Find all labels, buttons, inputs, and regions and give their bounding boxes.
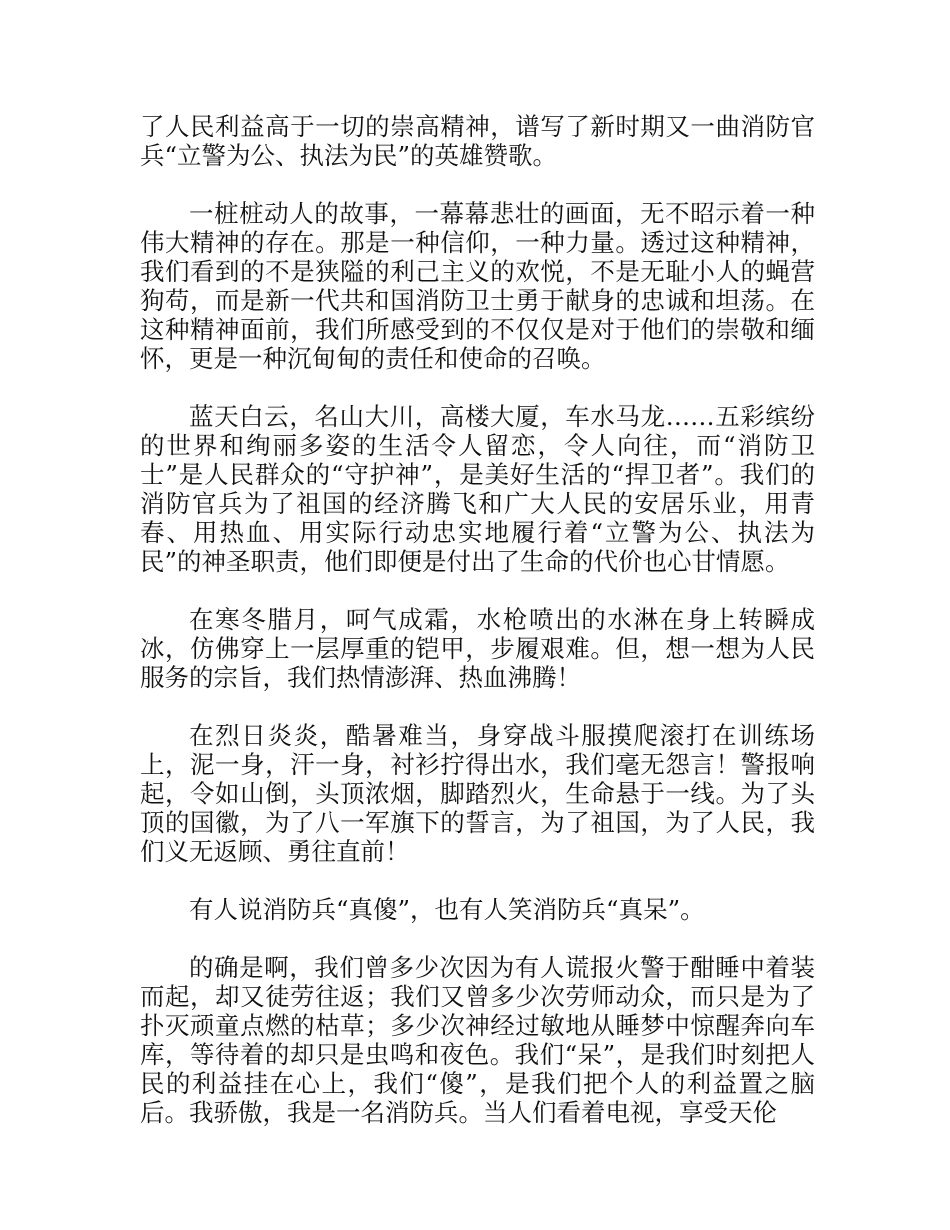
paragraph-6: 有人说消防兵“真傻”，也有人笑消防兵“真呆”。 — [189, 895, 705, 924]
paragraph-7: 的确是啊，我们曾多少次因为有人谎报火警于酣睡中着装而起，却又徒劳往返；我们又曾多少次劳师动众，而只是为了扑灭顽童点燃的枯草；多少次神经过敏地从睡梦中惊醒奔向车库，等待着的却只是虫鸣和夜色。我们“呆”，是我们时刻把人民的利益挂在心上，我们“傻”，是我们把个人的利益置之脑后。我骄傲，我是一名消防兵。当人们看着电视，享受天伦 — [140, 953, 815, 1127]
paragraph-3: 蓝天白云，名山大川，高楼大厦，车水马龙……五彩缤纷的世界和绚丽多姿的生活令人留恋，令人向往，而“消防卫士”是人民群众的“守护神”，是美好生活的“捍卫者”。我们的消防官兵为了祖国的经济腾飞和广大人民的安居乐业，用青春、用热血、用实际行动忠实地履行着“立警为公、执法为民”的神圣职责，他们即便是付出了生命的代价也心甘情愿。 — [140, 402, 815, 576]
paragraph-5: 在烈日炎炎，酷暑难当，身穿战斗服摸爬滚打在训练场上，泥一身，汗一身，衬衫拧得出水，我们毫无怨言！警报响起，令如山倒，头顶浓烟，脚踏烈火，生命悬于一线。为了头顶的国徽，为了八一军旗下的誓言，为了祖国，为了人民，我们义无返顾、勇往直前！ — [140, 721, 815, 866]
paragraph-1: 了人民利益高于一切的崇高精神，谱写了新时期又一曲消防官兵“立警为公、执法为民”的英雄赞歌。 — [140, 112, 815, 170]
paragraph-2: 一桩桩动人的故事，一幕幕悲壮的画面，无不昭示着一种伟大精神的存在。那是一种信仰，一种力量。透过这种精神，我们看到的不是狭隘的利己主义的欢悦，不是无耻小人的蝇营狗苟，而是新一代共和国消防卫士勇于献身的忠诚和坦荡。在这种精神面前，我们所感受到的不仅仅是对于他们的崇敬和缅怀，更是一种沉甸甸的责任和使命的召唤。 — [140, 199, 815, 373]
document-body — [140, 112, 815, 1127]
paragraph-4: 在寒冬腊月，呵气成霜，水枪喷出的水淋在身上转瞬成冰，仿佛穿上一层厚重的铠甲，步履艰难。但，想一想为人民服务的宗旨，我们热情澎湃、热血沸腾！ — [140, 605, 815, 692]
